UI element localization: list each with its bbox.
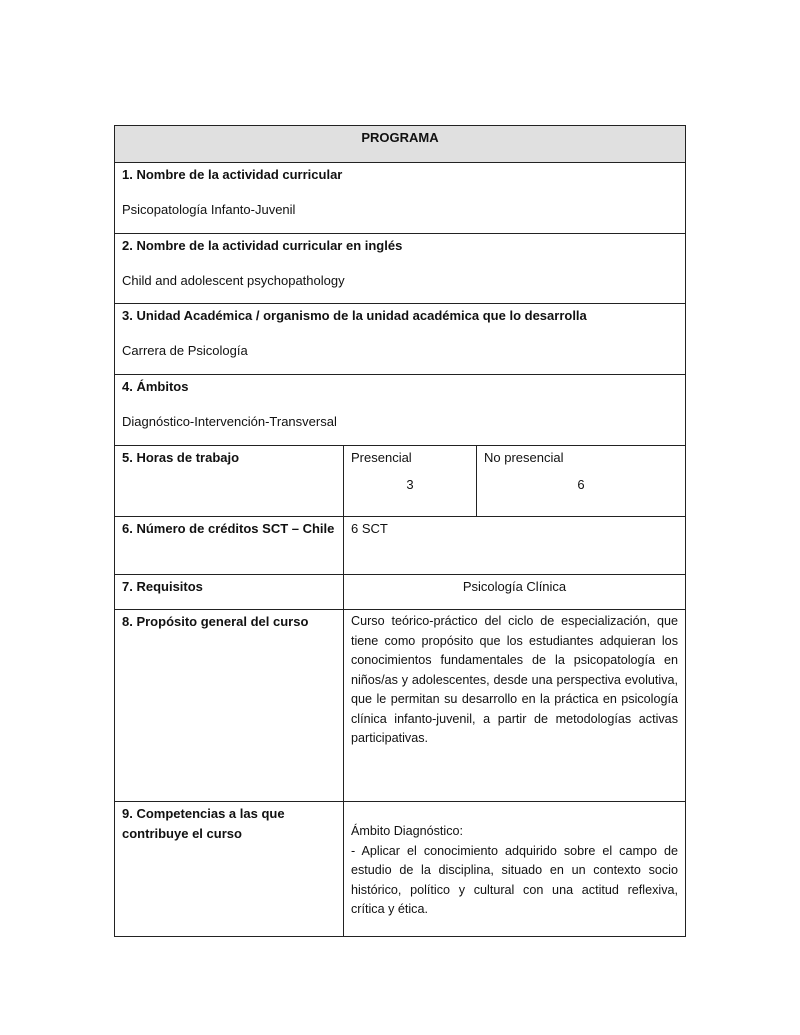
row-label: 1. Nombre de la actividad curricular xyxy=(122,167,343,182)
table-header: PROGRAMA xyxy=(114,125,686,163)
row-label-requirements: 7. Requisitos xyxy=(114,574,344,610)
row-label-purpose: 8. Propósito general del curso xyxy=(114,609,344,802)
presencial-value: 3 xyxy=(406,476,414,492)
competencies-value: - Aplicar el conocimiento adquirido sobre el campo de estudio de la disciplina, situado en un contexto socio histórico, político y cultural con una actitud reflexiva, crítica y ética. xyxy=(351,843,678,916)
row-label: 2. Nombre de la actividad curricular en inglés xyxy=(122,238,403,253)
competencies-cell xyxy=(343,801,686,937)
no-presencial-cell xyxy=(476,445,686,517)
row-label: 4. Ámbitos xyxy=(122,379,189,394)
row-label-credits: 6. Número de créditos SCT – Chile xyxy=(114,516,344,575)
row-value: Child and adolescent psychopathology xyxy=(122,272,345,288)
presencial-label: Presencial xyxy=(351,450,412,465)
row-label: 3. Unidad Académica / organismo de la unidad académica que lo desarrolla xyxy=(122,308,587,323)
row-value: Diagnóstico-Intervención-Transversal xyxy=(122,413,337,429)
requirements-value: Psicología Clínica xyxy=(343,574,686,610)
row-ambitos xyxy=(114,374,686,446)
row-value: Psicopatología Infanto-Juvenil xyxy=(122,201,296,217)
presencial-cell xyxy=(343,445,477,517)
row-academic-unit xyxy=(114,303,686,375)
no-presencial-value: 6 xyxy=(577,476,585,492)
competencies-ambito: Ámbito Diagnóstico: xyxy=(351,824,463,838)
row-value: Carrera de Psicología xyxy=(122,342,248,358)
row-activity-name-english xyxy=(114,233,686,304)
row-activity-name xyxy=(114,162,686,234)
no-presencial-label: No presencial xyxy=(484,450,564,465)
row-label-work-hours: 5. Horas de trabajo xyxy=(114,445,344,517)
row-label-competencies: 9. Competencias a las que contribuye el curso xyxy=(114,801,344,937)
purpose-value: Curso teórico-práctico del ciclo de especialización, que tiene como propósito que los estudiantes adquieran los conocimientos fundamentales de la psicopatología en niños/as y adolescentes, desde una perspectiva evolutiva, que le permitan su desarrollo en la práctica en psicología clínica infanto-juvenil, a partir de metodologías activas participativas. xyxy=(343,609,686,802)
credits-value: 6 SCT xyxy=(343,516,686,575)
